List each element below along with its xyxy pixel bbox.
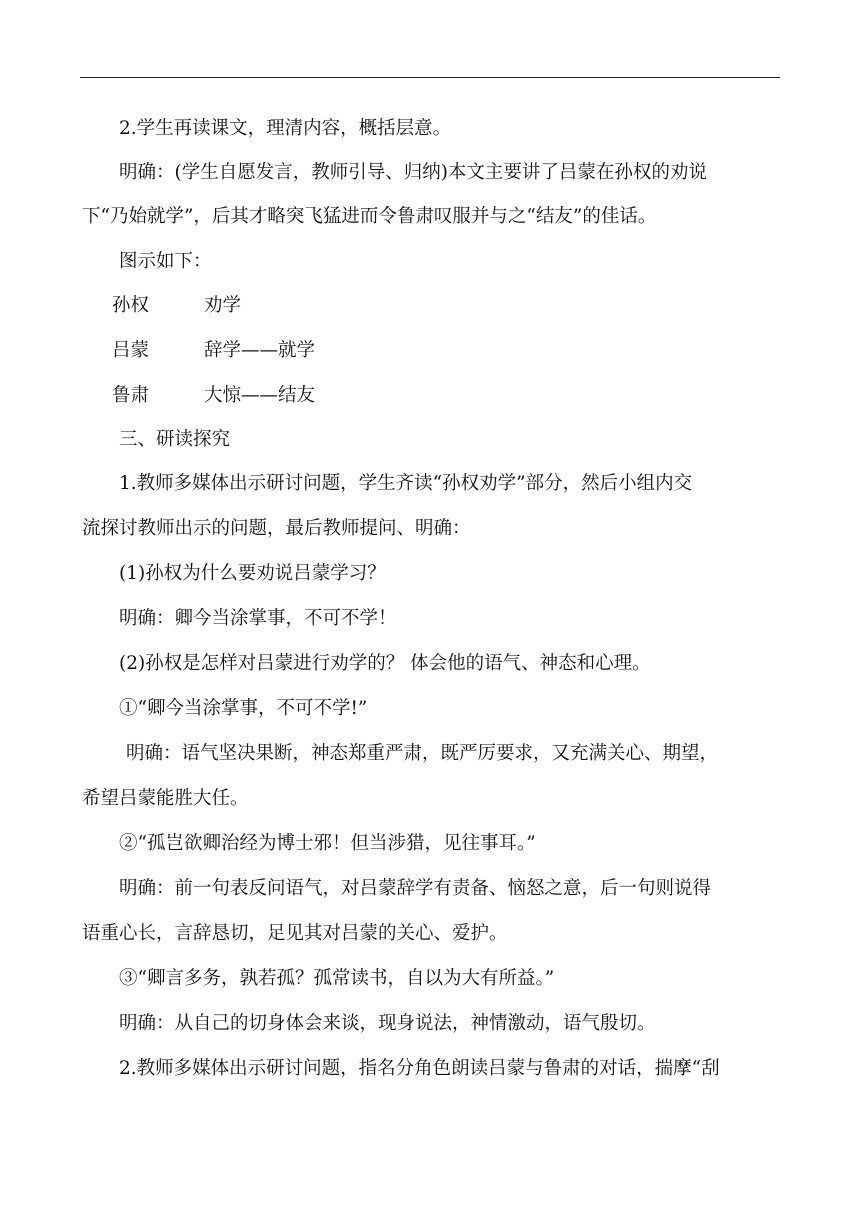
- paragraph-line: ③“卿言多务，孰若孤？孤常读书，自以为大有所益。”: [119, 968, 555, 989]
- paragraph-line: ①“卿今当涂掌事，不可不学!”: [119, 698, 368, 719]
- paragraph-line: 明确：(学生自愿发言，教师引导、归纳)本文主要讲了吕蒙在孙权的劝说: [119, 162, 707, 183]
- paragraph-line: 明确：卿今当涂掌事，不可不学！: [119, 608, 397, 629]
- diagram-action: 劝学: [204, 295, 242, 316]
- header-rule: [80, 77, 780, 78]
- paragraph-line: 明确：语气坚决果断，神态郑重严肃，既严厉要求，又充满关心、期望，: [126, 743, 719, 764]
- diagram-person: 鲁肃: [112, 385, 150, 406]
- paragraph-line: 2.学生再读课文，理清内容，概括层意。: [119, 118, 452, 139]
- paragraph-line: 语重心长，言辞恳切，足见其对吕蒙的关心、爱护。: [82, 923, 508, 944]
- diagram-person: 吕蒙: [112, 340, 150, 361]
- diagram-action: 辞学——就学: [204, 340, 316, 361]
- paragraph-line: (1)孙权为什么要劝说吕蒙学习？: [119, 563, 386, 584]
- paragraph-line: 希望吕蒙能胜大任。: [82, 788, 249, 809]
- paragraph-line: 明确：从自己的切身体会来谈，现身说法，神情激动，语气殷切。: [119, 1013, 656, 1034]
- paragraph-line: 下“乃始就学”，后其才略突飞猛进而令鲁肃叹服并与之“结友”的佳话。: [82, 206, 657, 227]
- paragraph-line: 图示如下：: [119, 251, 212, 272]
- diagram-action: 大惊——结友: [204, 385, 316, 406]
- paragraph-line: ②“孤岂欲卿治经为博士邪！但当涉猎，见往事耳。”: [119, 833, 536, 854]
- section-heading: 三、研读探究: [119, 429, 231, 450]
- paragraph-line: 1.教师多媒体出示研讨问题，学生齐读“孙权劝学”部分，然后小组内交: [119, 473, 693, 494]
- paragraph-line: 2.教师多媒体出示研讨问题，指名分角色朗读吕蒙与鲁肃的对话，揣摩“刮: [119, 1058, 720, 1079]
- paragraph-line: 流探讨教师出示的问题，最后教师提问、明确：: [82, 518, 471, 539]
- paragraph-line: 明确：前一句表反问语气，对吕蒙辞学有责备、恼怒之意，后一句则说得: [119, 878, 712, 899]
- diagram-person: 孙权: [112, 295, 150, 316]
- paragraph-line: (2)孙权是怎样对吕蒙进行劝学的？ 体会他的语气、神态和心理。: [119, 653, 651, 674]
